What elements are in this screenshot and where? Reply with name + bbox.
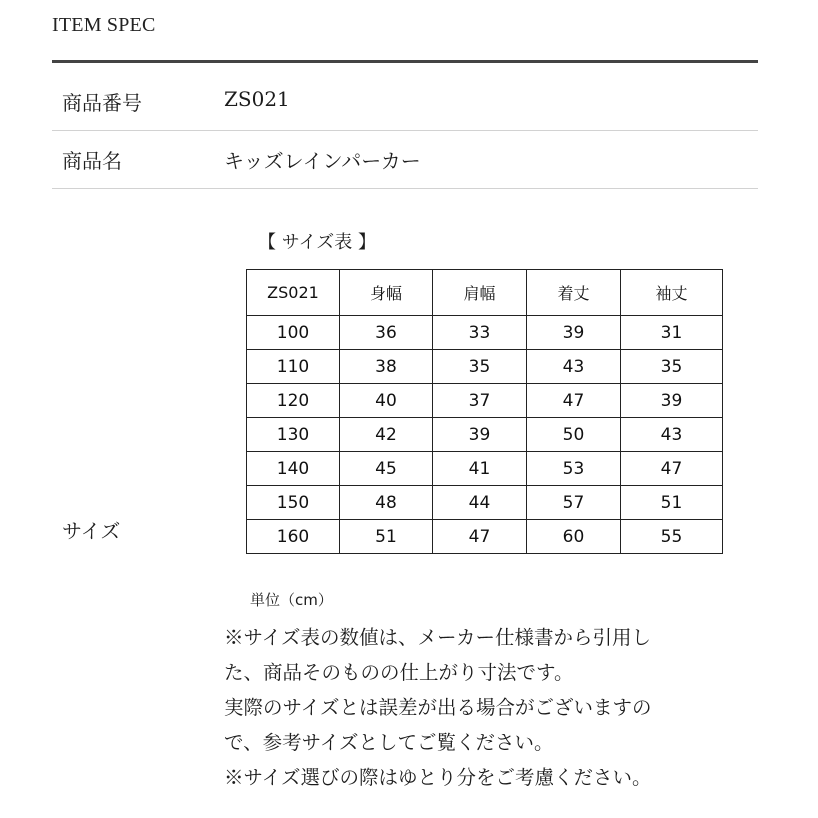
table-cell: 140 xyxy=(247,452,340,486)
size-notes xyxy=(224,620,744,795)
note-line: ※サイズ表の数値は、メーカー仕様書から引用し xyxy=(224,626,652,649)
table-cell: 31 xyxy=(621,316,723,350)
table-row xyxy=(247,520,723,554)
table-cell: 39 xyxy=(433,418,527,452)
table-cell: 51 xyxy=(621,486,723,520)
table-cell: 53 xyxy=(527,452,621,486)
table-cell: 110 xyxy=(247,350,340,384)
table-cell: 47 xyxy=(433,520,527,554)
note-line: 実際のサイズとは誤差が出る場合がございますの xyxy=(224,696,652,719)
table-cell: 50 xyxy=(527,418,621,452)
table-cell: 57 xyxy=(527,486,621,520)
table-cell: 160 xyxy=(247,520,340,554)
table-cell: 38 xyxy=(340,350,433,384)
size-table xyxy=(246,269,723,554)
table-cell: 42 xyxy=(340,418,433,452)
header-cell-model: ZS021 xyxy=(247,270,340,316)
table-cell: 39 xyxy=(621,384,723,418)
table-cell: 41 xyxy=(433,452,527,486)
table-cell: 120 xyxy=(247,384,340,418)
section-title: ITEM SPEC xyxy=(52,14,156,36)
table-cell: 51 xyxy=(340,520,433,554)
size-table-header-row xyxy=(247,270,723,316)
table-cell: 43 xyxy=(621,418,723,452)
header-cell-sleeve-length: 袖丈 xyxy=(621,270,723,316)
unit-note: 単位（cm） xyxy=(250,591,333,609)
table-row xyxy=(247,418,723,452)
table-row xyxy=(247,486,723,520)
note-line: た、商品そのものの仕上がり寸法です。 xyxy=(224,661,574,684)
table-cell: 35 xyxy=(433,350,527,384)
table-cell: 60 xyxy=(527,520,621,554)
table-cell: 39 xyxy=(527,316,621,350)
table-row xyxy=(247,350,723,384)
header-cell-shoulder-width: 肩幅 xyxy=(433,270,527,316)
product-number-label: 商品番号 xyxy=(62,91,142,115)
row-divider xyxy=(52,188,758,189)
section-divider xyxy=(52,60,758,63)
table-cell: 44 xyxy=(433,486,527,520)
table-cell: 100 xyxy=(247,316,340,350)
table-cell: 47 xyxy=(527,384,621,418)
table-cell: 33 xyxy=(433,316,527,350)
table-cell: 55 xyxy=(621,520,723,554)
table-cell: 150 xyxy=(247,486,340,520)
table-cell: 37 xyxy=(433,384,527,418)
product-name-value: キッズレインパーカー xyxy=(224,149,421,173)
table-cell: 47 xyxy=(621,452,723,486)
table-cell: 48 xyxy=(340,486,433,520)
note-line: で、参考サイズとしてご覧ください。 xyxy=(224,731,554,754)
table-cell: 40 xyxy=(340,384,433,418)
size-label: サイズ xyxy=(62,519,121,543)
table-cell: 130 xyxy=(247,418,340,452)
table-cell: 36 xyxy=(340,316,433,350)
table-cell: 45 xyxy=(340,452,433,486)
table-row xyxy=(247,452,723,486)
header-cell-length: 着丈 xyxy=(527,270,621,316)
note-line: ※サイズ選びの際はゆとり分をご考慮ください。 xyxy=(224,766,652,789)
table-cell: 43 xyxy=(527,350,621,384)
product-name-label: 商品名 xyxy=(62,149,122,173)
row-divider xyxy=(52,130,758,131)
size-table-title: 【 サイズ表 】 xyxy=(258,232,377,253)
table-row xyxy=(247,316,723,350)
table-row xyxy=(247,384,723,418)
product-number-value: ZS021 xyxy=(224,87,290,111)
header-cell-body-width: 身幅 xyxy=(340,270,433,316)
table-cell: 35 xyxy=(621,350,723,384)
